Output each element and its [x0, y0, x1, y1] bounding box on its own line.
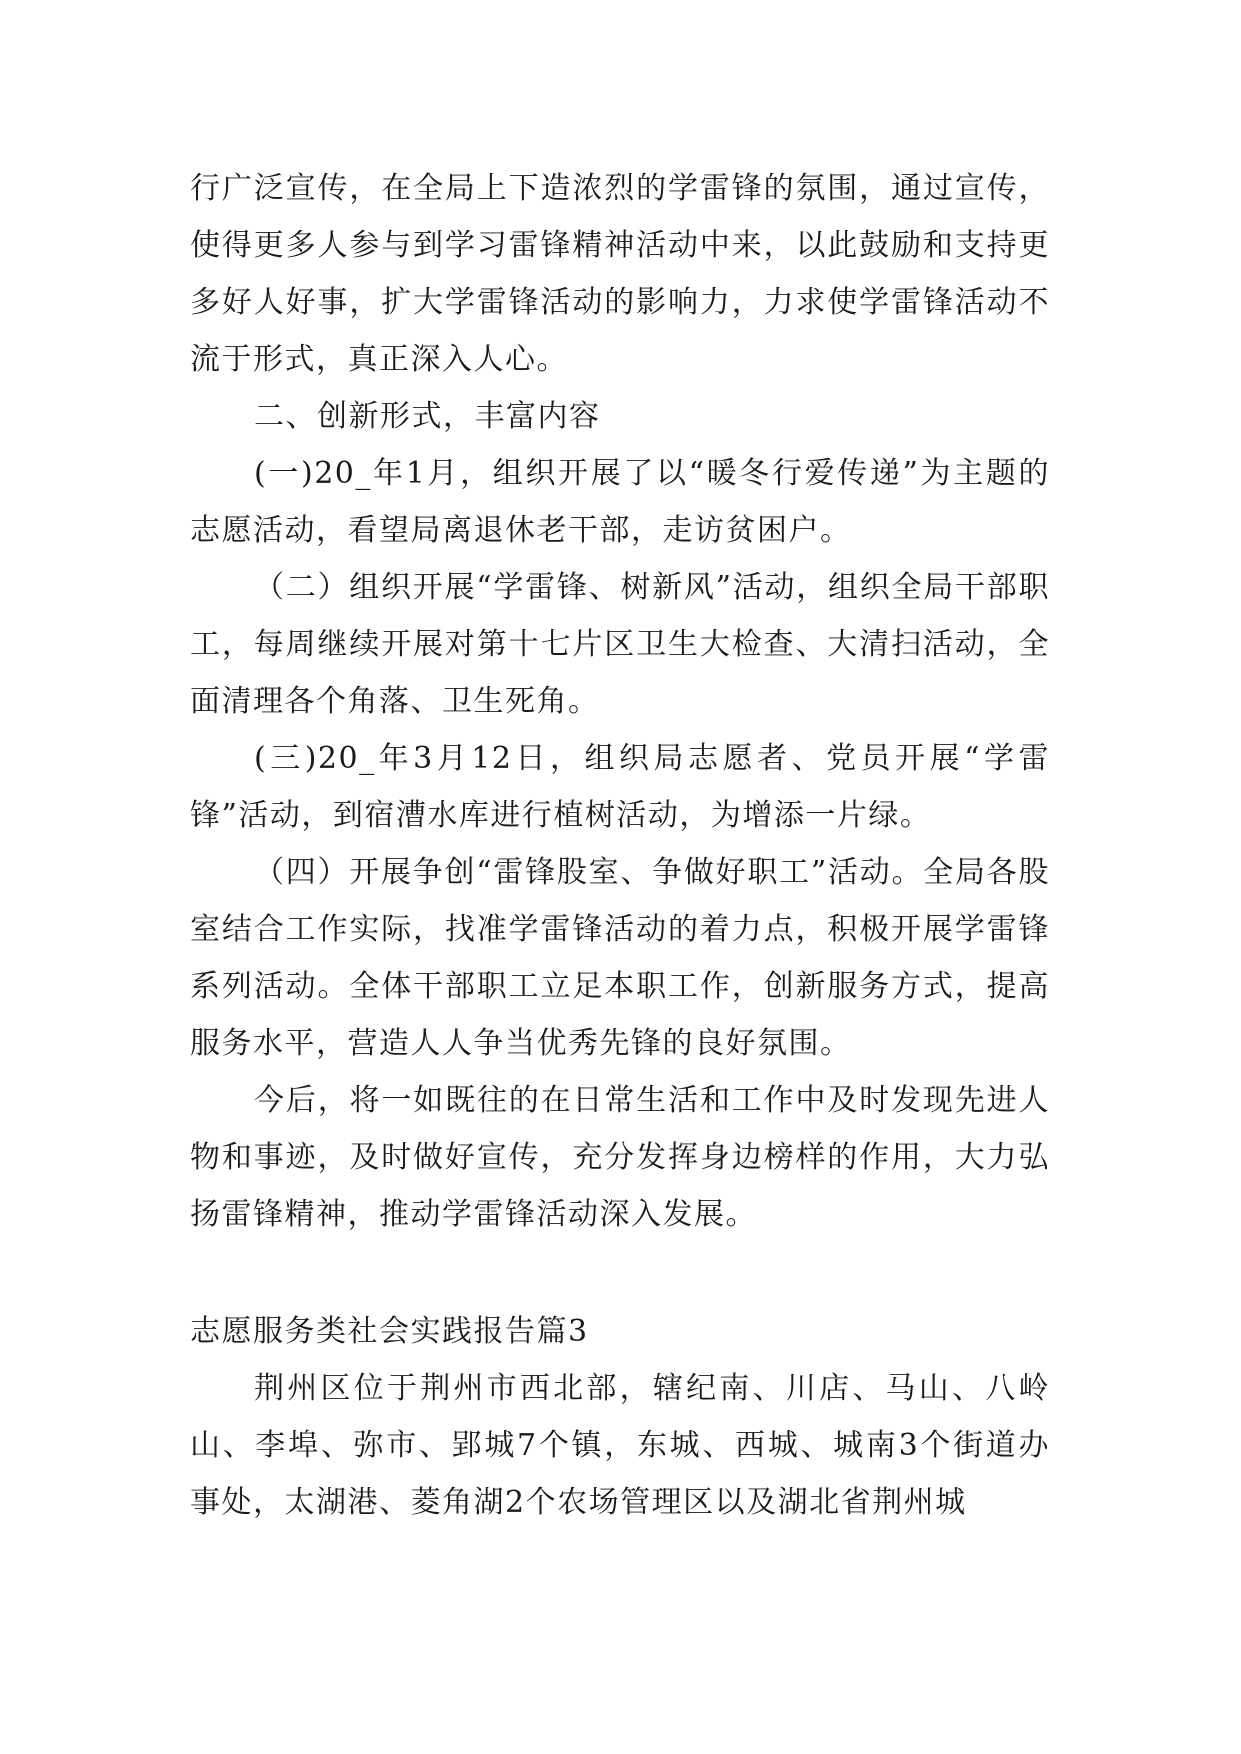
paragraph-conclusion: 今后，将一如既往的在日常生活和工作中及时发现先进人物和事迹，及时做好宣传，充分发挥身边榜样的作用，大力弘扬雷锋精神，推动学雷锋活动深入发展。: [190, 1083, 1050, 1232]
paragraph-item-1: (一)20_年1月，组织开展了以“暖冬行爱传递”为主题的志愿活动，看望局离退休老干部，走访贫困户。: [190, 456, 1050, 548]
paragraph-continuation: 行广泛宣传，在全局上下造浓烈的学雷锋的氛围，通过宣传，使得更多人参与到学习雷锋精神活动中来，以此鼓励和支持更多好人好事，扩大学雷锋活动的影响力，力求使学雷锋活动不流于形式，真正深入人心。: [190, 171, 1050, 377]
paragraph-item-4: （四）开展争创“雷锋股室、争做好职工”活动。全局各股室结合工作实际，找准学雷锋活动的着力点，积极开展学雷锋系列活动。全体干部职工立足本职工作，创新服务方式，提高服务水平，营造人人争当优秀先锋的良好氛围。: [190, 855, 1050, 1061]
section-heading-2: 二、创新形式，丰富内容: [254, 399, 601, 434]
document-body: [190, 160, 1050, 1531]
section-paragraph-1: 荆州区位于荆州市西北部，辖纪南、川店、马山、八岭山、李埠、弥市、郢城7个镇，东城、西城、城南3个街道办事处，太湖港、菱角湖2个农场管理区以及湖北省荆州城: [190, 1371, 1050, 1520]
section-spacer: [190, 1243, 1050, 1303]
paragraph-item-2: （二）组织开展“学雷锋、树新风”活动，组织全局干部职工，每周继续开展对第十七片区卫生大检查、大清扫活动，全面清理各个角落、卫生死角。: [190, 570, 1050, 719]
section-title: 志愿服务类社会实践报告篇3: [190, 1314, 589, 1349]
paragraph-item-3: (三)20_年3月12日，组织局志愿者、党员开展“学雷锋”活动，到宿漕水库进行植树活动，为增添一片绿。: [190, 741, 1050, 833]
